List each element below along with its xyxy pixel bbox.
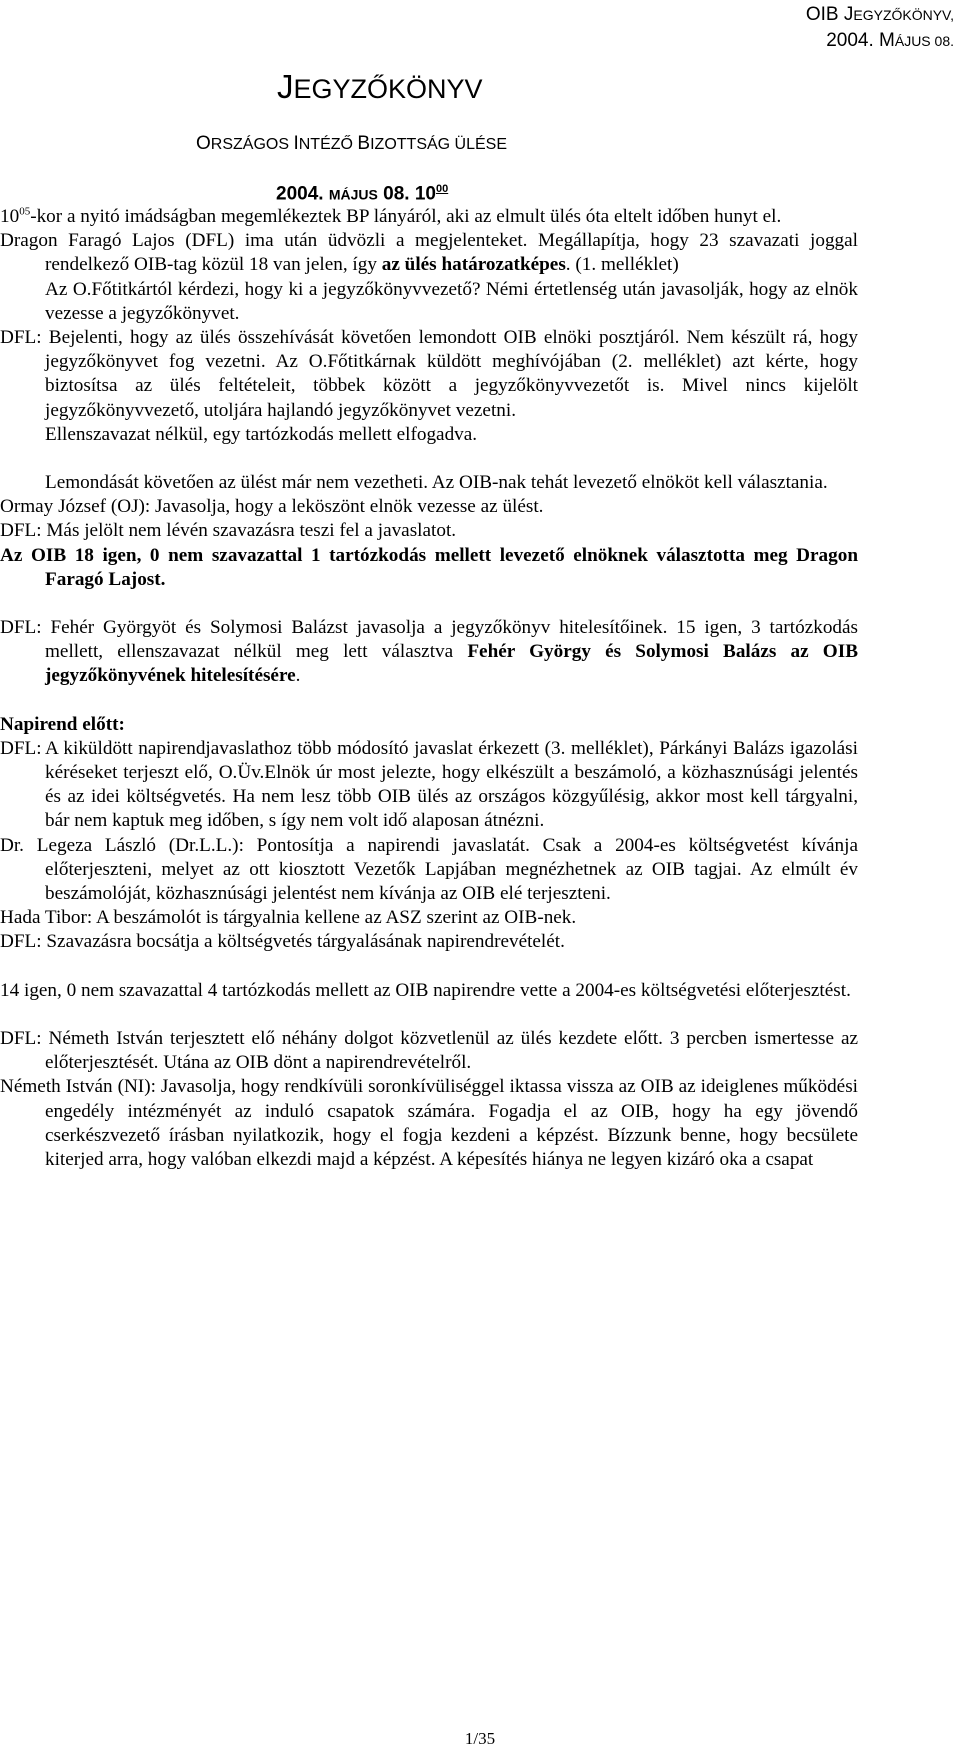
paragraph-nemeth-proposal: Németh István (NI): Javasolja, hogy rendkívüli soronkívüliséggel iktassa vissza az OIB az ideiglenes működési engedély intézményét az induló csapatok számára. Fogadja el az OIB, hogy ha egy jövendő cserkészvezető írásban nyilatkozik, hogy el fogja kezdeni a képzést. Bízzunk benne, hogy becsülete kiterjed arra, hogy valóban elkezdi majd a képzést. A képesítés hiánya ne legyen kizáró oka a csapat (0, 1076, 858, 1170)
spacer (0, 955, 858, 979)
paragraph-nemeth-intro: DFL: Németh István terjesztett elő néhány dolgot közvetlenül az ülés kezdete előtt. 3 percben ismertesse az előterjesztését. Utána az OIB dönt a napirendrevételről. (0, 1027, 858, 1074)
document-subtitle: ORSZÁGOS INTÉZŐ BIZOTTSÁG ÜLÉSE (196, 133, 508, 154)
paragraph-oj-proposal: Ormay József (OJ): Javasolja, hogy a leköszönt elnök vezesse az ülést. (0, 496, 544, 518)
paragraph-recorder-question: Az O.Főtitkártól kérdezi, hogy ki a jegyzőkönyvvezető? Némi értetlenség után javasolják, hogy az elnök vezesse a jegyzőkönyvet. (45, 278, 858, 324)
paragraph-authenticators: DFL: Fehér Györgyöt és Solymosi Balázst javasolja a jegyzőkönyv hitelesítőinek. 15 igen, 3 tartózkodás mellett, ellenszavazat nélkül meg lett választva Fehér György és Solymosi Balázs az OIB jegyzőkönyvének hitelesítésére. (0, 617, 858, 687)
running-header (806, 2, 954, 54)
spacer (0, 689, 858, 713)
running-header-date: 2004. MÁJUS 08. (826, 30, 954, 51)
paragraph-chair-elected: Az OIB 18 igen, 0 nem szavazattal 1 tartózkodás mellett levezető elnöknek választotta meg Dragon Faragó Lajost. (0, 544, 858, 590)
paragraph-dfl-vote: DFL: Más jelölt nem lévén szavazásra teszi fel a javaslatot. (0, 520, 457, 542)
paragraph-chair-needed: Lemondását követően az ülést már nem vezetheti. Az OIB-nak tehát levezető elnököt kell választania. (45, 472, 828, 494)
paragraph-opening-prayer: $10^{05}$-kor a nyitó imádságban megemlékeztek BP lányáról, aki az elmult ülés óta eltelt időben hunyt el. (0, 205, 782, 227)
paragraph-agenda-proposals: DFL: A kiküldött napirendjavaslathoz több módosító javaslat érkezett (3. melléklet), Párkányi Balázs igazolási kéréseket terjeszt elő, O.Üv.Elnök úr most jelezte, hogy elkészült a beszámoló, a közhasznúsági jelentés és az idei költségvetés. Ha nem lesz több OIB ülés az országos közgyűlésig, akkor most kell tárgyalni, bár nem kaptuk meg időben, s így nem volt idő alaposan átnézni. (0, 737, 858, 832)
meeting-date: 2004. MÁJUS 08. $10^{00}$ (276, 183, 449, 205)
spacer (0, 592, 858, 616)
paragraph-dfl-resignation: DFL: Bejelenti, hogy az ülés összehívását követően lemondott OIB elnöki posztjáról. Nem készült rá, hogy jegyzőkönyvet fog vezetni. Az O.Főtitkárnak küldött meghívójában (2. melléklet) azt kérte, hogy biztosítsa az ülés feltételeit, többek között a jegyzőkönyvvezetőt is. Mivel nincs kijelölt jegyzőkönyvvezető, utoljára hajlandó jegyzőkönyvet vezetni. (0, 327, 858, 421)
document-title: JEGYZŐKÖNYV (277, 68, 483, 105)
paragraph-legeza: Dr. Legeza László (Dr.L.L.): Pontosítja a napirendi javaslatát. Csak a 2004-es költségvetést kívánja előterjeszteni, melyet az ott kiosztott Vezetők Lapjában megnézhetnek az OIB tagjai. Az elmúlt év beszámolóját, közhasznúsági jelentést nem kívánja az OIB elé terjeszteni. (0, 834, 858, 905)
section-heading: Napirend előtt: (0, 713, 125, 735)
paragraph-budget-result: 14 igen, 0 nem szavazattal 4 tartózkodás mellett az OIB napirendre vette a 2004-es költségvetési előterjesztést. (0, 979, 851, 1001)
paragraph-quorum: Dragon Faragó Lajos (DFL) ima után üdvözli a megjelenteket. Megállapítja, hogy 23 szavazati joggal rendelkező OIB-tag közül 18 van jelen, így az ülés határozatképes. (1. melléklet) (0, 230, 858, 276)
spacer (0, 447, 858, 471)
paragraph-accepted: Ellenszavazat nélkül, egy tartózkodás mellett elfogadva. (45, 423, 478, 445)
spacer (0, 1003, 858, 1027)
minutes-body (0, 205, 858, 1172)
paragraph-hada: Hada Tibor: A beszámolót is tárgyalnia kellene az ASZ szerint az OIB-nek. (0, 907, 577, 929)
page-number: 1/35 (464, 1729, 496, 1748)
running-header-title: OIB JEGYZŐKÖNYV, (805, 4, 954, 25)
paragraph-dfl-budget-vote: DFL: Szavazásra bocsátja a költségvetés tárgyalásának napirendrevételét. (0, 931, 565, 953)
